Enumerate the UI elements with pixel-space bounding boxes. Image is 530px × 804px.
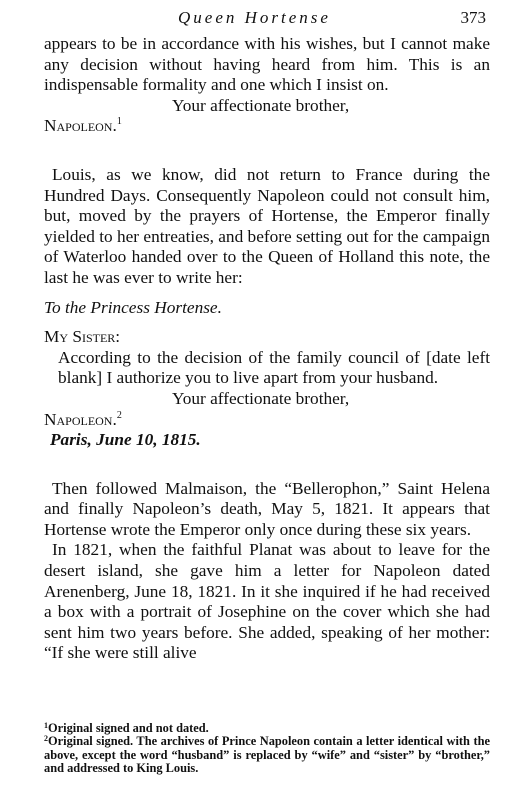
footnote-ref-1: 1 xyxy=(116,116,122,128)
footnote-ref-2: 2 xyxy=(116,409,122,421)
signature-1-name-text: Napoleon. xyxy=(44,116,117,136)
signature-2-closing: Your affectionate brother, xyxy=(172,388,350,408)
letter-salutation: My Sister: xyxy=(44,327,121,347)
page-body xyxy=(44,34,490,664)
letter-title: To the Princess Hortense. xyxy=(44,297,222,317)
signature-1-name xyxy=(44,116,490,137)
paragraph-3: Then followed Malmaison, the “Bellerophon,” Saint Helena and finally Napoleon’s death, May 5, 1821. It appears that Hortense wrote the Emperor only once during these six years. xyxy=(44,478,490,539)
footnote-1 xyxy=(44,722,490,735)
signature-2-name xyxy=(44,410,490,431)
letter-dateline: Paris, June 10, 1815. xyxy=(50,430,201,450)
page-number: 373 xyxy=(460,8,486,27)
page-header xyxy=(0,6,530,30)
footnote-2 xyxy=(44,735,490,775)
paragraph-4: In 1821, when the faithful Planat was about to leave for the desert island, she gave him a letter for Napoleon dated Arenenberg, June 18, 1821. In it she inquired if he had received a box with a portrait of Josephine on the cover which she had sent him two years before. She added, speaking of her mother: “If she were still alive xyxy=(44,540,490,663)
signature-1-closing: Your affectionate brother, xyxy=(172,95,350,115)
spacer xyxy=(44,451,490,479)
letter-body: According to the decision of the family council of [date left blank] I authorize you to live apart from your husband. xyxy=(58,347,490,388)
signature-2-name-text: Napoleon. xyxy=(44,409,117,429)
spacer xyxy=(44,137,490,165)
paragraph-1: appears to be in accordance with his wishes, but I cannot make any decision without having heard from him. This is an indispensable formality and one which I insist on. xyxy=(44,34,490,95)
footnote-2-text: Original signed. The archives of Prince Napoleon contain a letter identical with the above, except the word “husband” is replaced by “wife” and “sister” by “brother,” and addressed to King Louis. xyxy=(44,734,490,776)
footnotes xyxy=(44,722,490,776)
spacer xyxy=(44,318,490,327)
spacer xyxy=(44,289,490,298)
paragraph-2: Louis, as we know, did not return to France during the Hundred Days. Consequently Napoleon could not consult him, but, moved by the prayers of Hortense, the Emperor finally yielded to her entreaties, and before setting out for the campaign of Waterloo handed over to the Queen of Holland this note, the last he was ever to write her: xyxy=(44,164,490,287)
footnote-1-text: Original signed and not dated. xyxy=(48,721,209,735)
running-title: Queen Hortense xyxy=(178,8,331,27)
footnote-1-marker: 1 xyxy=(44,721,48,730)
footnote-2-marker: 2 xyxy=(44,734,48,744)
